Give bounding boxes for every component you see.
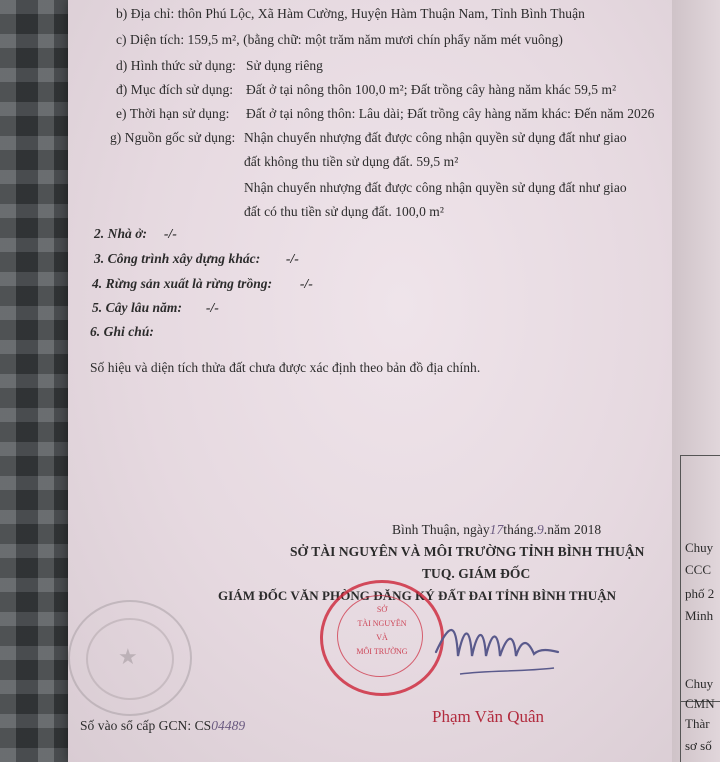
registry-label: Số vào sổ cấp GCN: xyxy=(80,718,192,733)
usage-term-value: Đất ở tại nông thôn: Lâu dài; Đất trồng cây hàng năm khác: Đến năm 2026 xyxy=(246,106,655,121)
date-year: năm 2018 xyxy=(547,522,602,537)
date-month: 9 xyxy=(536,522,544,537)
registry-handwritten-number: 04489 xyxy=(211,718,246,733)
address-line: b) Địa chỉ: thôn Phú Lộc, Xã Hàm Cường, Huyện Hàm Thuận Nam, Tỉnh Bình Thuận xyxy=(116,6,585,21)
section-perennial-value: -/- xyxy=(206,300,219,315)
origin-label: g) Nguồn gốc sử dụng: xyxy=(110,130,236,145)
handwritten-signature xyxy=(430,612,570,682)
stamp-text-4: MÔI TRƯỜNG xyxy=(356,647,408,656)
origin-value-3: Nhận chuyển nhượng đất được công nhận quyền sử dụng đất như giao xyxy=(244,180,627,195)
side-text-1: Chuy xyxy=(685,540,714,555)
section-perennial-label: 5. Cây lâu năm: xyxy=(92,300,183,315)
side-text-2: CCC xyxy=(685,562,712,577)
star-icon: ★ xyxy=(118,644,138,669)
stamp-text-3: VÀ xyxy=(376,633,388,642)
usage-form-value: Sử dụng riêng xyxy=(246,58,323,73)
stamp-text-2: TÀI NGUYÊN xyxy=(357,619,407,628)
usage-purpose-value: Đất ở tại nông thôn 100,0 m²; Đất trồng cây hàng năm khác 59,5 m² xyxy=(246,82,617,97)
side-text-4: Minh xyxy=(685,608,714,623)
signer-name: Phạm Văn Quân xyxy=(432,707,545,726)
side-text-6: CMN xyxy=(685,696,715,711)
usage-form-label: d) Hình thức sử dụng: xyxy=(116,58,236,73)
section-forest-value: -/- xyxy=(300,276,313,291)
date-month-word: tháng xyxy=(503,522,534,537)
area-line: c) Diện tích: 159,5 m², (bằng chữ: một trăm năm mươi chín phẩy năm mét vuông) xyxy=(116,32,563,47)
usage-term-label: e) Thời hạn sử dụng: xyxy=(116,106,230,121)
signing-date: Bình Thuận, ngày17tháng.9.năm 2018 xyxy=(392,522,602,537)
notes-text: Số hiệu và diện tích thửa đất chưa được xác định theo bản đồ địa chính. xyxy=(90,360,481,375)
origin-value-2: đất không thu tiền sử dụng đất. 59,5 m² xyxy=(244,154,459,169)
origin-value-4: đất có thu tiền sử dụng đất. 100,0 m² xyxy=(244,204,444,219)
date-place: Bình Thuận, ngày xyxy=(392,522,490,537)
side-table-box xyxy=(680,455,720,702)
section-house-label: 2. Nhà ở: xyxy=(94,226,148,241)
section-house-value: -/- xyxy=(164,226,177,241)
section-notes-label: 6. Ghi chú: xyxy=(90,324,154,339)
origin-value-1: Nhận chuyển nhượng đất được công nhận quyền sử dụng đất như giao xyxy=(244,130,627,145)
authorization-line: TUQ. GIÁM ĐỐC xyxy=(422,566,531,581)
usage-purpose-label: đ) Mục đích sử dụng: xyxy=(116,82,234,97)
national-emblem-watermark xyxy=(68,600,192,716)
director-title: GIÁM ĐỐC VĂN PHÒNG ĐĂNG KÝ ĐẤT ĐAI TỈNH BÌNH THUẬN xyxy=(218,588,617,603)
stamp-text-1: SỞ xyxy=(376,605,388,614)
side-text-8: sơ số xyxy=(685,738,712,753)
official-red-stamp xyxy=(320,580,444,696)
registry-number xyxy=(80,718,245,734)
section-forest-label: 4. Rừng sản xuất là rừng trồng: xyxy=(92,276,273,291)
side-text-5: Chuy xyxy=(685,676,714,691)
registry-prefix: CS xyxy=(194,718,212,733)
issuing-org: SỞ TÀI NGUYÊN VÀ MÔI TRƯỜNG TỈNH BÌNH THUẬN xyxy=(290,544,645,559)
section-construction-value: -/- xyxy=(286,251,299,266)
section-construction-label: 3. Công trình xây dựng khác: xyxy=(94,251,261,266)
side-text-7: Thàr xyxy=(685,716,710,731)
side-text-3: phố 2 xyxy=(685,586,715,601)
date-day: 17 xyxy=(489,522,504,537)
